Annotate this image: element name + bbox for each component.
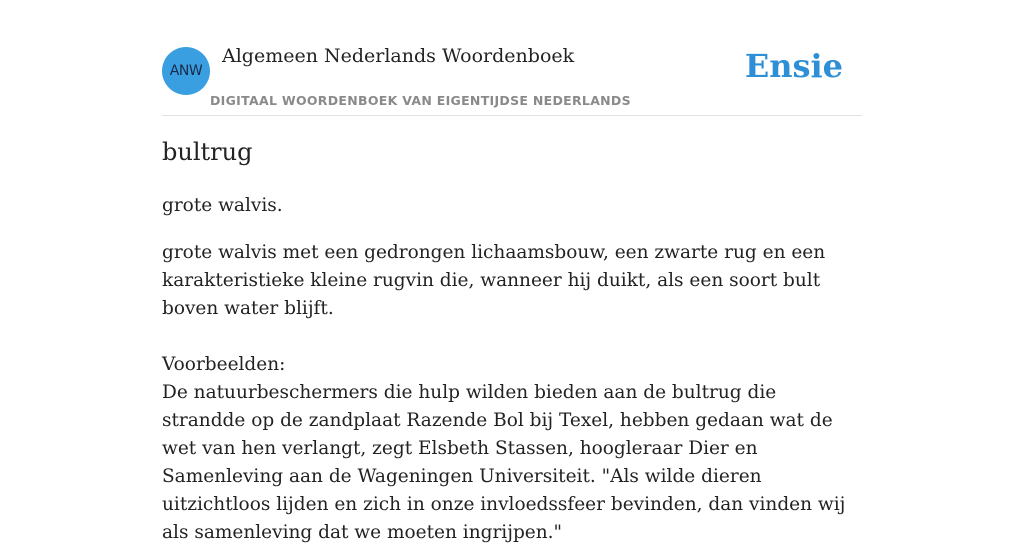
short-definition: grote walvis. bbox=[162, 195, 283, 216]
example-text: De natuurbeschermers die hulp wilden bieden aan de bultrug die strandde op de zandplaat Razende Bol bij Texel, hebben gedaan wat de wet van hen verlangt, zegt Elsbeth Stassen, hoogleraar Dier en Samenleving aan de Wageningen Universiteit. "Als wilde dieren uitzichtloos lijden en zich in onze invloedssfeer bevinden, dan vinden wij als samenleving dat we moeten ingrijpen." bbox=[162, 382, 846, 543]
site-header bbox=[162, 0, 862, 116]
site-subtitle: DIGITAAL WOORDENBOEK VAN EIGENTIJDSE NEDERLANDS bbox=[210, 93, 631, 108]
anw-logo[interactable] bbox=[162, 47, 210, 95]
entry-word: bultrug bbox=[162, 138, 253, 166]
content-container bbox=[162, 0, 862, 543]
site-title[interactable]: Algemeen Nederlands Woordenboek bbox=[222, 45, 575, 67]
examples-label: Voorbeelden: bbox=[162, 354, 286, 375]
long-definition: grote walvis met een gedrongen lichaamsbouw, een zwarte rug en een karakteristieke kleine rugvin die, wanneer hij duikt, als een soort bult boven water blijft. bbox=[162, 242, 826, 319]
logo-text: ANW bbox=[169, 63, 203, 79]
ensie-brand-link[interactable]: Ensie bbox=[744, 47, 843, 85]
